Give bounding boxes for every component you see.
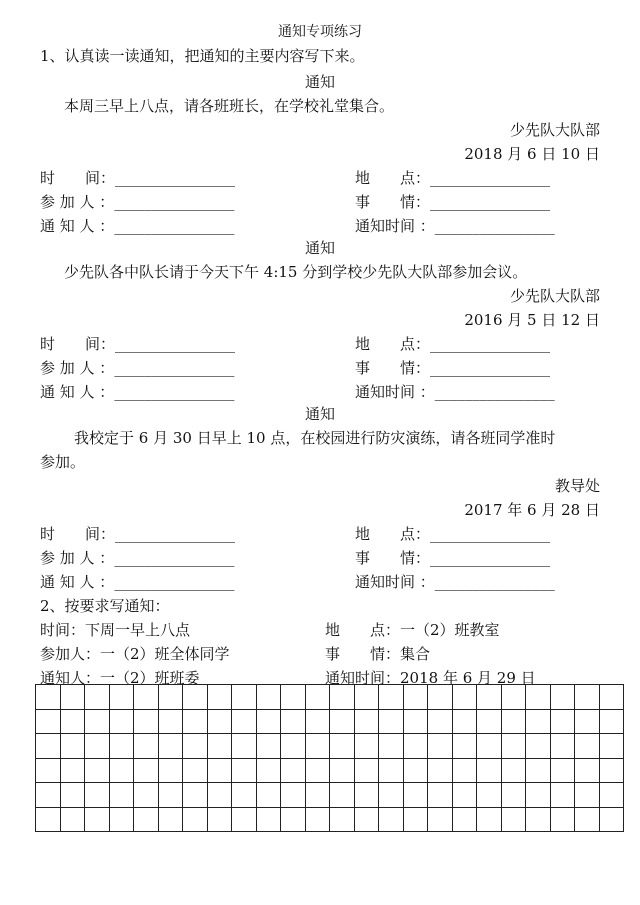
grid-cell[interactable] bbox=[256, 685, 281, 710]
attendees-label: 参 加 人 ： bbox=[40, 359, 115, 377]
grid-cell[interactable] bbox=[354, 685, 379, 710]
blank-line: ________________ bbox=[430, 193, 551, 211]
grid-cell[interactable] bbox=[36, 709, 61, 734]
grid-cell[interactable] bbox=[379, 807, 404, 832]
grid-cell[interactable] bbox=[575, 709, 600, 734]
grid-cell[interactable] bbox=[452, 685, 477, 710]
notice-1-attendees-field[interactable] bbox=[40, 192, 234, 212]
grid-cell[interactable] bbox=[256, 734, 281, 759]
grid-cell[interactable] bbox=[36, 685, 61, 710]
notice-3-place-field[interactable] bbox=[355, 524, 550, 544]
notice-2-time-field[interactable] bbox=[40, 334, 235, 354]
notifier-label: 通 知 人 ： bbox=[40, 217, 115, 235]
grid-cell[interactable] bbox=[599, 709, 624, 734]
grid-cell[interactable] bbox=[403, 783, 428, 808]
grid-cell[interactable] bbox=[477, 685, 502, 710]
notice-3-notifier-field[interactable] bbox=[40, 572, 234, 592]
notice-2-attendees-field[interactable] bbox=[40, 358, 234, 378]
grid-cell[interactable] bbox=[305, 758, 330, 783]
grid-cell[interactable] bbox=[207, 807, 232, 832]
grid-cell[interactable] bbox=[134, 734, 159, 759]
grid-cell[interactable] bbox=[501, 783, 526, 808]
grid-cell[interactable] bbox=[60, 734, 85, 759]
grid-cell[interactable] bbox=[501, 685, 526, 710]
grid-cell[interactable] bbox=[403, 758, 428, 783]
grid-cell[interactable] bbox=[452, 709, 477, 734]
notice-3-matter-field[interactable] bbox=[355, 548, 550, 568]
grid-cell[interactable] bbox=[158, 709, 183, 734]
grid-cell[interactable] bbox=[526, 709, 551, 734]
grid-cell[interactable] bbox=[330, 734, 355, 759]
grid-row bbox=[36, 685, 624, 710]
blank-line: ________________ bbox=[114, 217, 235, 235]
grid-cell[interactable] bbox=[36, 783, 61, 808]
matter-label: 事 情： bbox=[355, 359, 431, 377]
grid-cell[interactable] bbox=[109, 734, 134, 759]
grid-cell[interactable] bbox=[85, 807, 110, 832]
grid-cell[interactable] bbox=[477, 709, 502, 734]
grid-cell[interactable] bbox=[550, 709, 575, 734]
notice-1-heading: 通知 bbox=[304, 73, 335, 91]
grid-cell[interactable] bbox=[354, 709, 379, 734]
grid-cell[interactable] bbox=[403, 807, 428, 832]
grid-cell[interactable] bbox=[330, 807, 355, 832]
grid-cell[interactable] bbox=[330, 783, 355, 808]
grid-cell[interactable] bbox=[452, 807, 477, 832]
grid-cell[interactable] bbox=[575, 807, 600, 832]
notice-2-place-field[interactable] bbox=[355, 334, 550, 354]
notifier-label: 通 知 人 ： bbox=[40, 573, 115, 591]
grid-cell[interactable] bbox=[354, 758, 379, 783]
grid-cell[interactable] bbox=[60, 807, 85, 832]
grid-cell[interactable] bbox=[599, 807, 624, 832]
place-label: 地 点： bbox=[355, 335, 431, 353]
grid-cell[interactable] bbox=[183, 758, 208, 783]
grid-cell[interactable] bbox=[158, 734, 183, 759]
notice-3-date: 2017 年 6 月 28 日 bbox=[464, 501, 600, 519]
writing-grid[interactable] bbox=[35, 684, 624, 832]
grid-cell[interactable] bbox=[183, 685, 208, 710]
grid-row bbox=[36, 783, 624, 808]
q2-attendees: 参加人：一（2）班全体同学 bbox=[40, 645, 230, 663]
grid-cell[interactable] bbox=[134, 709, 159, 734]
grid-cell[interactable] bbox=[501, 758, 526, 783]
question-1-prompt: 1、认真读一读通知，把通知的主要内容写下来。 bbox=[40, 47, 365, 65]
grid-cell[interactable] bbox=[379, 709, 404, 734]
grid-cell[interactable] bbox=[477, 783, 502, 808]
notice-1-signer: 少先队大队部 bbox=[509, 121, 600, 139]
grid-cell[interactable] bbox=[599, 758, 624, 783]
grid-cell[interactable] bbox=[428, 685, 453, 710]
grid-cell[interactable] bbox=[330, 709, 355, 734]
grid-cell[interactable] bbox=[232, 685, 257, 710]
blank-line: ________________ bbox=[434, 217, 555, 235]
notice-2-notifier-field[interactable] bbox=[40, 382, 234, 402]
notice-2-date: 2016 月 5 日 12 日 bbox=[464, 311, 600, 329]
grid-cell[interactable] bbox=[526, 783, 551, 808]
grid-cell[interactable] bbox=[109, 783, 134, 808]
grid-cell[interactable] bbox=[354, 807, 379, 832]
grid-cell[interactable] bbox=[305, 783, 330, 808]
grid-cell[interactable] bbox=[85, 734, 110, 759]
grid-cell[interactable] bbox=[599, 734, 624, 759]
grid-cell[interactable] bbox=[305, 685, 330, 710]
grid-cell[interactable] bbox=[354, 734, 379, 759]
attendees-label: 参 加 人 ： bbox=[40, 549, 115, 567]
grid-cell[interactable] bbox=[207, 685, 232, 710]
grid-cell[interactable] bbox=[36, 758, 61, 783]
matter-label: 事 情： bbox=[355, 549, 431, 567]
grid-cell[interactable] bbox=[134, 783, 159, 808]
blank-line: ________________ bbox=[115, 169, 236, 187]
notify-time-label: 通知时间 ： bbox=[355, 383, 435, 401]
grid-cell[interactable] bbox=[232, 783, 257, 808]
grid-cell[interactable] bbox=[60, 783, 85, 808]
notice-3-time-field[interactable] bbox=[40, 524, 235, 544]
grid-cell[interactable] bbox=[599, 685, 624, 710]
grid-cell[interactable] bbox=[354, 783, 379, 808]
grid-cell[interactable] bbox=[85, 709, 110, 734]
grid-cell[interactable] bbox=[109, 685, 134, 710]
grid-cell[interactable] bbox=[109, 758, 134, 783]
grid-cell[interactable] bbox=[134, 685, 159, 710]
grid-cell[interactable] bbox=[109, 709, 134, 734]
grid-cell[interactable] bbox=[477, 758, 502, 783]
grid-cell[interactable] bbox=[550, 685, 575, 710]
grid-cell[interactable] bbox=[183, 709, 208, 734]
blank-line: ________________ bbox=[434, 573, 555, 591]
grid-cell[interactable] bbox=[256, 758, 281, 783]
grid-cell[interactable] bbox=[281, 807, 306, 832]
blank-line: ________________ bbox=[114, 359, 235, 377]
grid-cell[interactable] bbox=[60, 685, 85, 710]
notice-2-notify-time-field[interactable] bbox=[355, 382, 555, 402]
q2-notifier: 通知人：一（2）班班委 bbox=[40, 669, 200, 687]
grid-cell[interactable] bbox=[256, 709, 281, 734]
matter-label: 事 情： bbox=[355, 193, 431, 211]
blank-line: ________________ bbox=[430, 525, 551, 543]
grid-cell[interactable] bbox=[305, 734, 330, 759]
grid-cell[interactable] bbox=[36, 734, 61, 759]
notice-3-notify-time-field[interactable] bbox=[355, 572, 555, 592]
notice-2-matter-field[interactable] bbox=[355, 358, 550, 378]
grid-cell[interactable] bbox=[330, 685, 355, 710]
grid-cell[interactable] bbox=[477, 734, 502, 759]
blank-line: ________________ bbox=[430, 549, 551, 567]
grid-cell[interactable] bbox=[526, 758, 551, 783]
grid-row bbox=[36, 758, 624, 783]
blank-line: ________________ bbox=[114, 383, 235, 401]
blank-line: ________________ bbox=[114, 573, 235, 591]
time-label: 时 间： bbox=[40, 525, 116, 543]
grid-cell[interactable] bbox=[379, 758, 404, 783]
question-2-prompt: 2、按要求写通知： bbox=[40, 597, 170, 615]
grid-cell[interactable] bbox=[403, 685, 428, 710]
notice-2-body: 少先队各中队长请于今天下午 4:15 分到学校少先队大队部参加会议。 bbox=[64, 263, 528, 281]
grid-cell[interactable] bbox=[232, 734, 257, 759]
grid-row bbox=[36, 709, 624, 734]
grid-cell[interactable] bbox=[526, 734, 551, 759]
grid-cell[interactable] bbox=[281, 734, 306, 759]
grid-cell[interactable] bbox=[158, 685, 183, 710]
time-label: 时 间： bbox=[40, 335, 116, 353]
grid-cell[interactable] bbox=[428, 734, 453, 759]
q2-time: 时间：下周一早上八点 bbox=[40, 621, 191, 639]
grid-cell[interactable] bbox=[379, 783, 404, 808]
grid-cell[interactable] bbox=[60, 758, 85, 783]
grid-row bbox=[36, 807, 624, 832]
grid-cell[interactable] bbox=[550, 807, 575, 832]
place-label: 地 点： bbox=[355, 169, 431, 187]
notify-time-label: 通知时间 ： bbox=[355, 217, 435, 235]
grid-cell[interactable] bbox=[428, 709, 453, 734]
notice-2-heading: 通知 bbox=[304, 239, 335, 257]
grid-cell[interactable] bbox=[232, 807, 257, 832]
notify-time-label: 通知时间 ： bbox=[355, 573, 435, 591]
notice-3-body-line-1: 我校定于 6 月 30 日早上 10 点，在校园进行防灾演练，请各班同学准时 bbox=[74, 429, 556, 447]
grid-cell[interactable] bbox=[256, 807, 281, 832]
time-label: 时 间： bbox=[40, 169, 116, 187]
grid-cell[interactable] bbox=[575, 783, 600, 808]
grid-cell[interactable] bbox=[501, 734, 526, 759]
grid-cell[interactable] bbox=[599, 783, 624, 808]
grid-cell[interactable] bbox=[477, 807, 502, 832]
blank-line: ________________ bbox=[115, 335, 236, 353]
grid-cell[interactable] bbox=[501, 807, 526, 832]
grid-cell[interactable] bbox=[379, 734, 404, 759]
notice-3-signer: 教导处 bbox=[554, 477, 600, 495]
grid-cell[interactable] bbox=[207, 734, 232, 759]
notice-1-time-field[interactable] bbox=[40, 168, 235, 188]
grid-cell[interactable] bbox=[281, 685, 306, 710]
page-title: 通知专项练习 bbox=[278, 24, 362, 40]
grid-cell[interactable] bbox=[330, 758, 355, 783]
place-label: 地 点： bbox=[355, 525, 431, 543]
grid-cell[interactable] bbox=[85, 685, 110, 710]
grid-cell[interactable] bbox=[452, 758, 477, 783]
grid-cell[interactable] bbox=[207, 709, 232, 734]
grid-cell[interactable] bbox=[575, 734, 600, 759]
grid-cell[interactable] bbox=[305, 807, 330, 832]
grid-cell[interactable] bbox=[281, 783, 306, 808]
grid-cell[interactable] bbox=[183, 734, 208, 759]
grid-cell[interactable] bbox=[158, 758, 183, 783]
notice-1-notify-time-field[interactable] bbox=[355, 216, 555, 236]
grid-cell[interactable] bbox=[575, 758, 600, 783]
notice-1-notifier-field[interactable] bbox=[40, 216, 234, 236]
grid-cell[interactable] bbox=[452, 783, 477, 808]
grid-cell[interactable] bbox=[158, 783, 183, 808]
notice-3-heading: 通知 bbox=[304, 405, 335, 423]
grid-cell[interactable] bbox=[60, 709, 85, 734]
grid-cell[interactable] bbox=[232, 758, 257, 783]
grid-cell[interactable] bbox=[256, 783, 281, 808]
q2-place: 地 点：一（2）班教室 bbox=[325, 621, 500, 639]
grid-cell[interactable] bbox=[403, 709, 428, 734]
grid-cell[interactable] bbox=[207, 783, 232, 808]
grid-cell[interactable] bbox=[134, 807, 159, 832]
grid-cell[interactable] bbox=[501, 709, 526, 734]
grid-cell[interactable] bbox=[428, 783, 453, 808]
q2-matter: 事 情：集合 bbox=[325, 645, 431, 663]
notice-1-date: 2018 月 6 日 10 日 bbox=[464, 145, 600, 163]
q2-notify-time: 通知时间：2018 年 6 月 29 日 bbox=[325, 669, 536, 687]
grid-cell[interactable] bbox=[281, 758, 306, 783]
grid-cell[interactable] bbox=[207, 758, 232, 783]
grid-cell[interactable] bbox=[428, 807, 453, 832]
grid-cell[interactable] bbox=[550, 758, 575, 783]
blank-line: ________________ bbox=[115, 525, 236, 543]
blank-line: ________________ bbox=[430, 335, 551, 353]
blank-line: ________________ bbox=[430, 359, 551, 377]
grid-cell[interactable] bbox=[232, 709, 257, 734]
grid-cell[interactable] bbox=[109, 807, 134, 832]
blank-line: ________________ bbox=[114, 193, 235, 211]
grid-cell[interactable] bbox=[183, 783, 208, 808]
notice-1-body: 本周三早上八点，请各班班长，在学校礼堂集合。 bbox=[64, 97, 395, 115]
grid-cell[interactable] bbox=[526, 807, 551, 832]
notice-2-signer: 少先队大队部 bbox=[509, 287, 600, 305]
grid-cell[interactable] bbox=[134, 758, 159, 783]
grid-cell[interactable] bbox=[85, 783, 110, 808]
grid-cell[interactable] bbox=[305, 709, 330, 734]
attendees-label: 参 加 人 ： bbox=[40, 193, 115, 211]
grid-cell[interactable] bbox=[428, 758, 453, 783]
grid-cell[interactable] bbox=[526, 685, 551, 710]
grid-cell[interactable] bbox=[403, 734, 428, 759]
blank-line: ________________ bbox=[434, 383, 555, 401]
grid-cell[interactable] bbox=[452, 734, 477, 759]
blank-line: ________________ bbox=[430, 169, 551, 187]
grid-cell[interactable] bbox=[183, 807, 208, 832]
notice-3-body-line-2: 参加。 bbox=[40, 453, 86, 471]
grid-cell[interactable] bbox=[158, 807, 183, 832]
notice-3-attendees-field[interactable] bbox=[40, 548, 234, 568]
notice-1-place-field[interactable] bbox=[355, 168, 550, 188]
grid-cell[interactable] bbox=[379, 685, 404, 710]
notice-1-matter-field[interactable] bbox=[355, 192, 550, 212]
grid-cell[interactable] bbox=[281, 709, 306, 734]
grid-cell[interactable] bbox=[36, 807, 61, 832]
grid-cell[interactable] bbox=[550, 734, 575, 759]
grid-cell[interactable] bbox=[550, 783, 575, 808]
grid-cell[interactable] bbox=[85, 758, 110, 783]
grid-cell[interactable] bbox=[575, 685, 600, 710]
blank-line: ________________ bbox=[114, 549, 235, 567]
notifier-label: 通 知 人 ： bbox=[40, 383, 115, 401]
grid-row bbox=[36, 734, 624, 759]
